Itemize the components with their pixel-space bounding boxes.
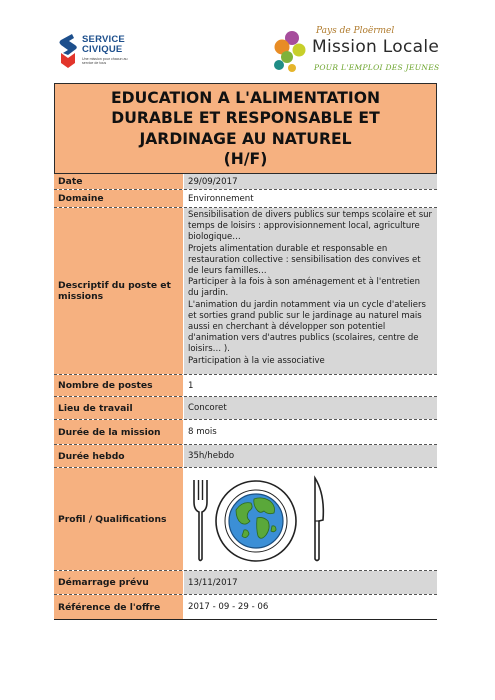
offer-sheet bbox=[54, 83, 437, 620]
mission-locale-subtitle: POUR L'EMPLOI DES JEUNES bbox=[314, 63, 440, 72]
row-date bbox=[54, 174, 437, 190]
row-demarrage bbox=[54, 571, 437, 595]
label-profil: Profil / Qualifications bbox=[54, 468, 184, 570]
value-profil bbox=[184, 468, 437, 570]
desc-paragraph: Projets alimentation durable et responsable en restauration collective : sensibilisation des convives et de leurs familles… bbox=[188, 243, 421, 277]
desc-paragraph: Participation à la vie associative bbox=[188, 355, 325, 366]
service-civique-logo bbox=[57, 33, 127, 75]
label-duree-hebdo: Durée hebdo bbox=[54, 445, 184, 467]
desc-paragraph: Sensibilisation de divers publics sur temps scolaire et sur temps de loisirs : approvisionnement local, agriculture biologique… bbox=[188, 210, 433, 243]
offer-title: EDUCATION A L'ALIMENTATION DURABLE ET RESPONSABLE ET JARDINAGE AU NATUREL (H/F) bbox=[111, 88, 380, 168]
knife-icon bbox=[315, 478, 323, 561]
earth-icon bbox=[229, 494, 283, 548]
value-descriptif bbox=[184, 208, 437, 374]
value-demarrage: 13/11/2017 bbox=[184, 571, 437, 594]
value-nombre-postes: 1 bbox=[184, 375, 437, 396]
value-date: 29/09/2017 bbox=[184, 174, 437, 189]
value-reference: 2017 - 09 - 29 - 06 bbox=[184, 595, 437, 619]
value-lieu: Concoret bbox=[184, 397, 437, 419]
label-reference: Référence de l'offre bbox=[54, 595, 184, 619]
desc-paragraph: Participer à la fois à son aménagement et à l'entretien du jardin. bbox=[188, 277, 421, 299]
label-domaine: Domaine bbox=[54, 190, 184, 207]
label-nombre-postes: Nombre de postes bbox=[54, 375, 184, 396]
row-domaine bbox=[54, 190, 437, 208]
row-descriptif bbox=[54, 208, 437, 375]
row-nombre-postes bbox=[54, 375, 437, 397]
mission-locale-logo bbox=[272, 24, 442, 80]
desc-paragraph: L'animation du jardin notamment via un cycle d'ateliers et sorties grand public sur le jardinage au naturel mais aussi en cherchant à développer son potentiel d'animation vers d'autres publics (scolaires, centre de loisirs… ). bbox=[188, 299, 426, 355]
mission-locale-title: Mission Locale bbox=[312, 37, 440, 57]
value-domaine: Environnement bbox=[184, 190, 437, 207]
service-civique-tagline: Une mission pour chacun au service de tous bbox=[82, 57, 128, 66]
header-logos bbox=[0, 0, 495, 82]
label-date: Date bbox=[54, 174, 184, 189]
label-descriptif: Descriptif du poste et missions bbox=[54, 208, 184, 374]
service-civique-mark-icon bbox=[57, 33, 79, 69]
mission-locale-pays: Pays de Ploërmel bbox=[316, 26, 395, 36]
mission-locale-bubbles-icon bbox=[272, 30, 312, 74]
offer-title-box bbox=[54, 83, 437, 174]
row-profil bbox=[54, 468, 437, 571]
plate-earth-cutlery-icon bbox=[188, 474, 330, 564]
value-duree-mission: 8 mois bbox=[184, 420, 437, 444]
label-demarrage: Démarrage prévu bbox=[54, 571, 184, 594]
row-duree-hebdo bbox=[54, 445, 437, 468]
label-lieu: Lieu de travail bbox=[54, 397, 184, 419]
label-duree-mission: Durée de la mission bbox=[54, 420, 184, 444]
row-reference bbox=[54, 595, 437, 620]
value-duree-hebdo: 35h/hebdo bbox=[184, 445, 437, 467]
row-lieu bbox=[54, 397, 437, 420]
service-civique-title: SERVICE CIVIQUE bbox=[82, 34, 125, 55]
row-duree-mission bbox=[54, 420, 437, 445]
fork-icon bbox=[194, 480, 207, 561]
